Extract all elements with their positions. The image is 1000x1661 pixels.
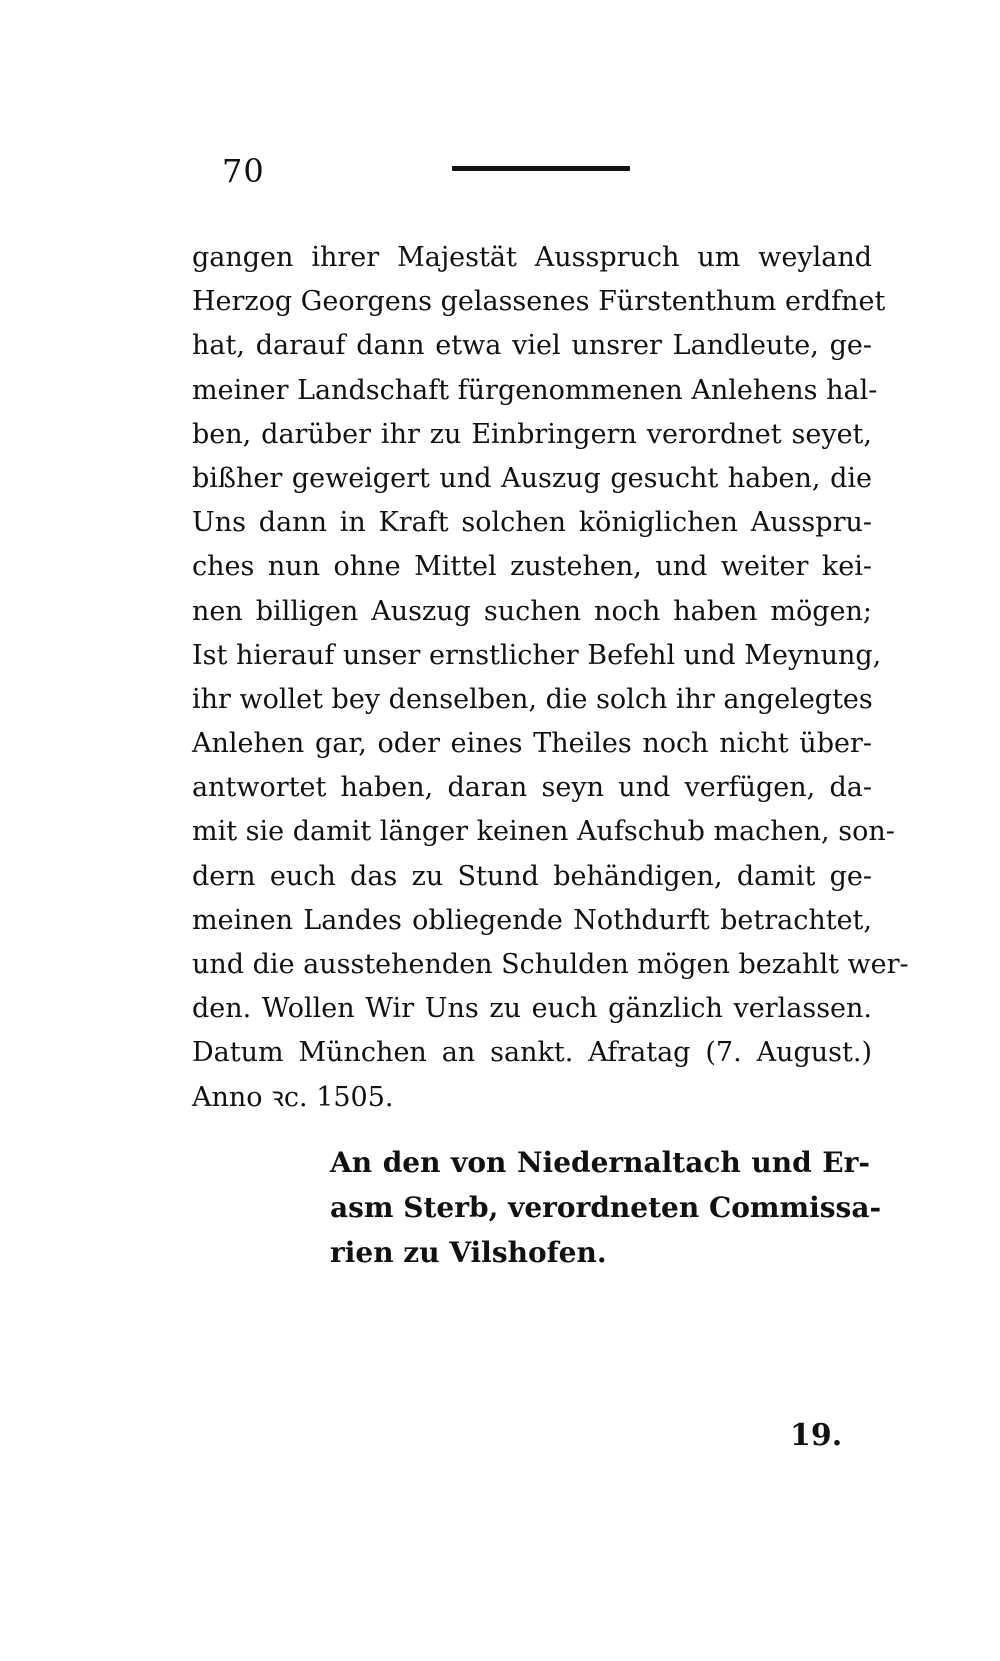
- text-line: ihr wollet bey denselben, die solch ihr angelegtes: [192, 683, 873, 715]
- text-line: ben, darüber ihr zu Einbringern verordnet seyet,: [192, 418, 872, 450]
- signature-mark: 19.: [790, 1418, 843, 1453]
- text-line: den. Wollen Wir Uns zu euch gänzlich verlassen.: [192, 993, 872, 1025]
- body-text: [192, 236, 909, 1120]
- text-line: antwortet haben, daran seyn und verfügen, da-: [192, 772, 872, 804]
- address-line: asm Sterb, verordneten Commissa-: [330, 1191, 882, 1224]
- text-line: Uns dann in Kraft solchen königlichen Ausspru-: [192, 507, 872, 539]
- text-line: dern euch das zu Stund behändigen, damit ge-: [192, 860, 872, 892]
- header-rule: [452, 166, 630, 171]
- text-line: ches nun ohne Mittel zustehen, und weiter kei-: [192, 551, 872, 583]
- address-line: An den von Niedernaltach und Er-: [330, 1146, 870, 1179]
- text-line: meinen Landes obliegende Nothdurft betrachtet,: [192, 904, 872, 936]
- text-line: meiner Landschaft fürgenommenen Anlehens hal-: [192, 374, 878, 406]
- address-line: rien zu Vilshofen.: [330, 1236, 607, 1269]
- page-number: 70: [222, 152, 265, 190]
- text-line: Herzog Georgens gelassenes Fürstenthum erdfnet: [192, 286, 886, 318]
- text-line: nen billigen Auszug suchen noch haben mögen;: [192, 595, 872, 627]
- text-line: Anno ꝛc. 1505.: [192, 1081, 394, 1113]
- text-line: Anlehen gar, oder eines Theiles noch nicht über-: [192, 728, 872, 760]
- text-line: Datum München an sankt. Afratag (7. August.): [192, 1037, 872, 1069]
- text-line: gangen ihrer Majestät Ausspruch um weyland: [192, 242, 872, 273]
- text-line: mit sie damit länger keinen Aufschub machen, son-: [192, 816, 895, 848]
- text-line: Ist hierauf unser ernstlicher Befehl und Meynung,: [192, 639, 882, 671]
- address-block: [330, 1140, 882, 1275]
- text-line: und die ausstehenden Schulden mögen bezahlt wer-: [192, 949, 909, 980]
- text-line: bißher geweigert und Auszug gesucht haben, die: [192, 462, 872, 494]
- text-line: hat, darauf dann etwa viel unsrer Landleute, ge-: [192, 330, 872, 362]
